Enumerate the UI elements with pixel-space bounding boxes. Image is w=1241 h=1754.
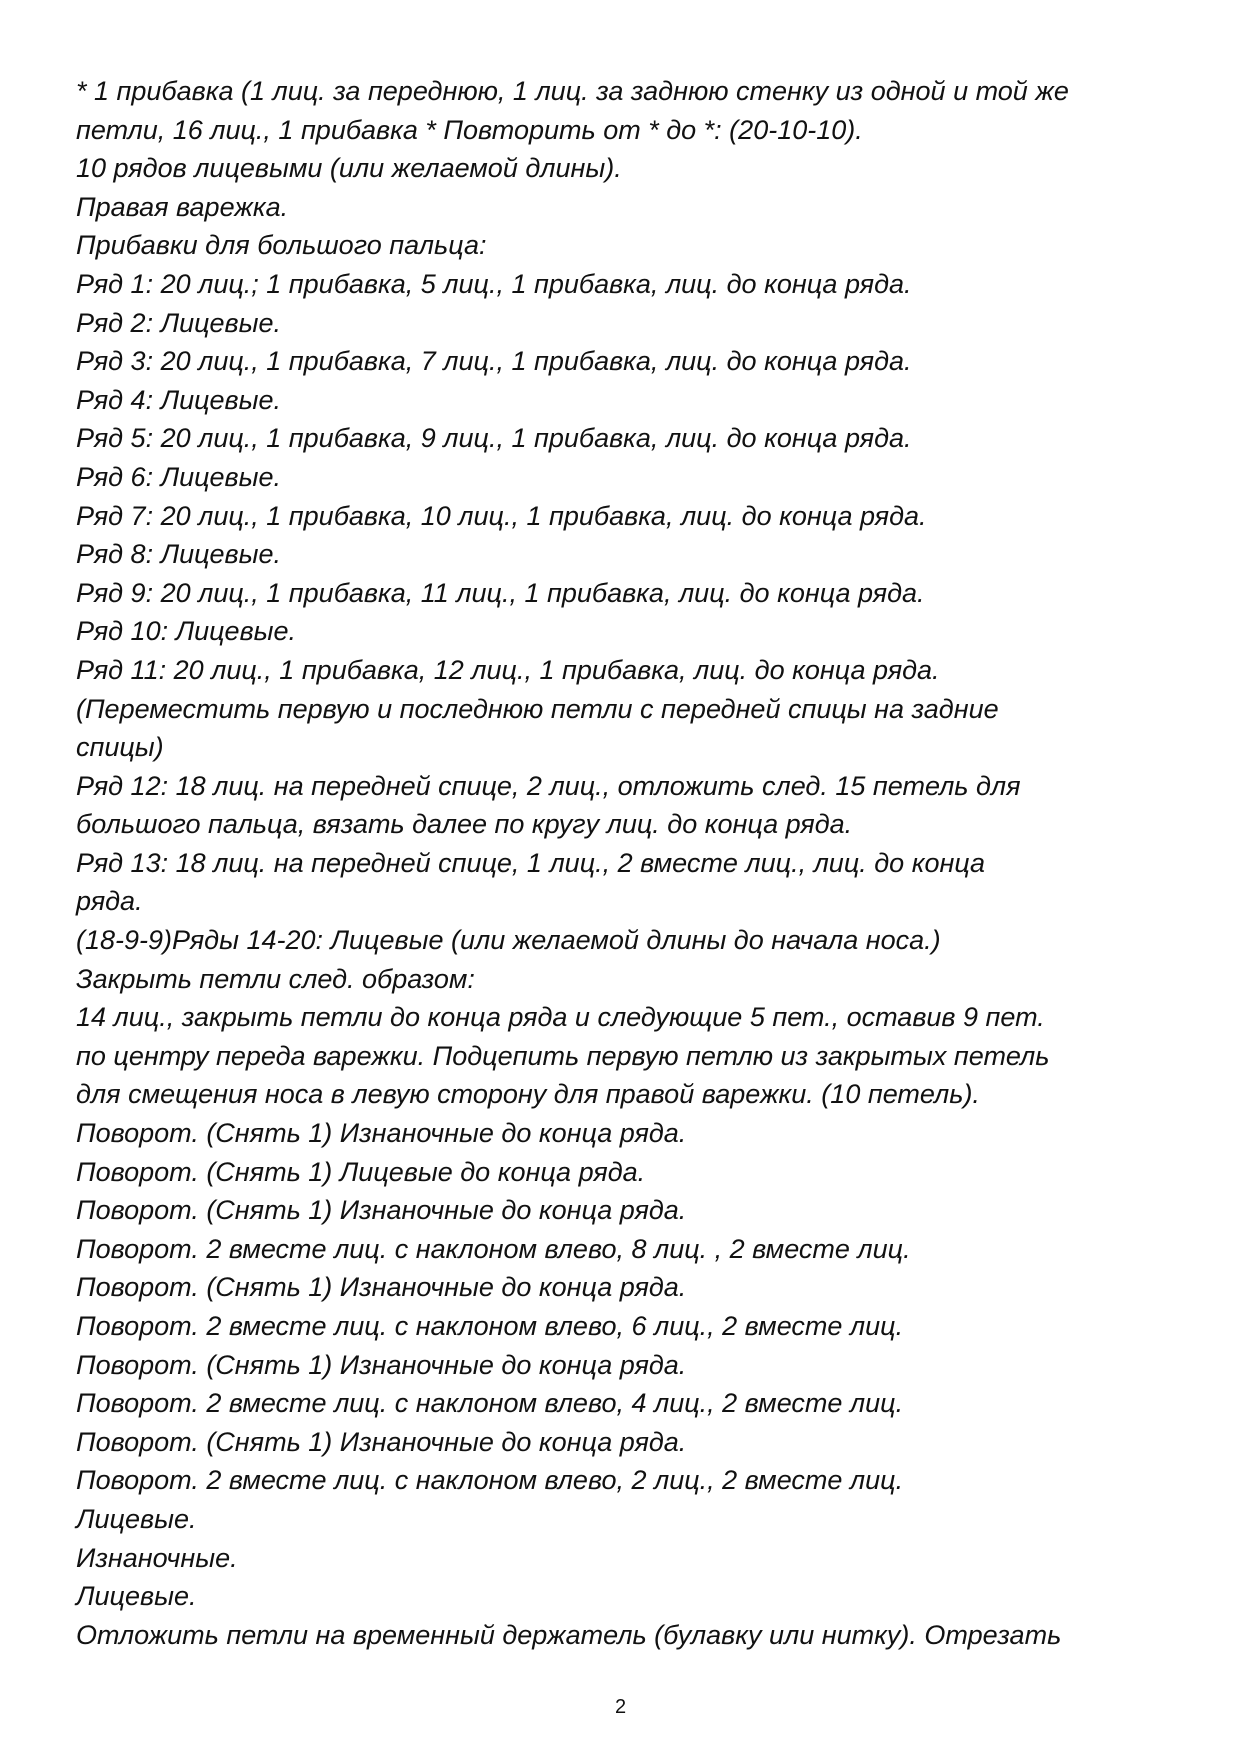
text-line: Поворот. 2 вместе лиц. с наклоном влево, 4 лиц., 2 вместе лиц.	[76, 1388, 904, 1419]
text-line: Ряд 6: Лицевые.	[76, 461, 282, 492]
text-line: Поворот. (Снять 1) Изнаночные до конца ряда.	[76, 1272, 687, 1303]
text-line: по центру переда варежки. Подцепить первую петлю из закрытых петель	[76, 1040, 1050, 1071]
text-line: Лицевые.	[76, 1581, 197, 1612]
text-line: Изнаночные.	[76, 1542, 238, 1573]
text-line: Ряд 4: Лицевые.	[76, 384, 282, 415]
text-line: для смещения носа в левую сторону для правой варежки. (10 петель).	[76, 1079, 980, 1110]
text-line: Ряд 9: 20 лиц., 1 прибавка, 11 лиц., 1 прибавка, лиц. до конца ряда.	[76, 577, 925, 608]
text-line: Поворот. 2 вместе лиц. с наклоном влево, 6 лиц., 2 вместе лиц.	[76, 1311, 904, 1341]
text-line: Поворот. (Снять 1) Изнаночные до конца ряда.	[76, 1426, 687, 1457]
text-line: Правая варежка.	[76, 191, 289, 222]
text-line: Ряд 7: 20 лиц., 1 прибавка, 10 лиц., 1 прибавка, лиц. до конца ряда.	[76, 500, 927, 531]
text-line: Ряд 10: Лицевые.	[76, 616, 297, 647]
text-line: Ряд 13: 18 лиц. на передней спице, 1 лиц., 2 вместе лиц., лиц. до конца	[76, 847, 986, 878]
text-line: (18-9-9)Ряды 14-20: Лицевые (или желаемой длины до начала носа.)	[76, 925, 941, 956]
text-line: Поворот. (Снять 1) Лицевые до конца ряда.	[76, 1156, 646, 1187]
text-line: Закрыть петли след. образом:	[76, 963, 475, 994]
text-line: большого пальца, вязать далее по кругу лиц. до конца ряда.	[76, 809, 853, 840]
text-line: Поворот. 2 вместе лиц. с наклоном влево, 2 лиц., 2 вместе лиц.	[76, 1465, 904, 1496]
text-line: * 1 прибавка (1 лиц. за переднюю, 1 лиц. за заднюю стенку из одной и той же	[76, 76, 1069, 106]
text-line: Поворот. (Снять 1) Изнаночные до конца ряда.	[76, 1118, 687, 1149]
pattern-text	[76, 72, 1186, 1654]
text-line: 14 лиц., закрыть петли до конца ряда и следующие 5 пет., оставив 9 пет.	[76, 1002, 1045, 1033]
text-line: Ряд 2: Лицевые.	[76, 307, 282, 338]
text-line: Ряд 8: Лицевые.	[76, 539, 282, 570]
page-number: 2	[614, 1696, 627, 1718]
text-line: Поворот. 2 вместе лиц. с наклоном влево, 8 лиц. , 2 вместе лиц.	[76, 1233, 911, 1264]
text-line: Прибавки для большого пальца:	[76, 230, 487, 261]
text-line: спицы)	[76, 732, 164, 763]
text-line: петли, 16 лиц., 1 прибавка * Повторить от * до *: (20-10-10).	[76, 114, 863, 145]
text-line: Ряд 12: 18 лиц. на передней спице, 2 лиц., отложить след. 15 петель для	[76, 770, 1021, 801]
text-line: (Переместить первую и последнюю петли с передней спицы на задние	[76, 693, 999, 724]
text-line: Ряд 5: 20 лиц., 1 прибавка, 9 лиц., 1 прибавка, лиц. до конца ряда.	[76, 423, 912, 454]
text-line: Поворот. (Снять 1) Изнаночные до конца ряда.	[76, 1349, 687, 1380]
text-line: Отложить петли на временный держатель (булавку или нитку). Отрезать	[76, 1619, 1062, 1650]
text-line: 10 рядов лицевыми (или желаемой длины).	[76, 153, 622, 184]
text-line: Ряд 3: 20 лиц., 1 прибавка, 7 лиц., 1 прибавка, лиц. до конца ряда.	[76, 346, 912, 377]
text-line: Ряд 1: 20 лиц.; 1 прибавка, 5 лиц., 1 прибавка, лиц. до конца ряда.	[76, 268, 912, 299]
text-line: ряда.	[76, 886, 143, 917]
text-line: Лицевые.	[76, 1503, 197, 1534]
text-line: Поворот. (Снять 1) Изнаночные до конца ряда.	[76, 1195, 687, 1226]
text-line: Ряд 11: 20 лиц., 1 прибавка, 12 лиц., 1 прибавка, лиц. до конца ряда.	[76, 654, 940, 685]
